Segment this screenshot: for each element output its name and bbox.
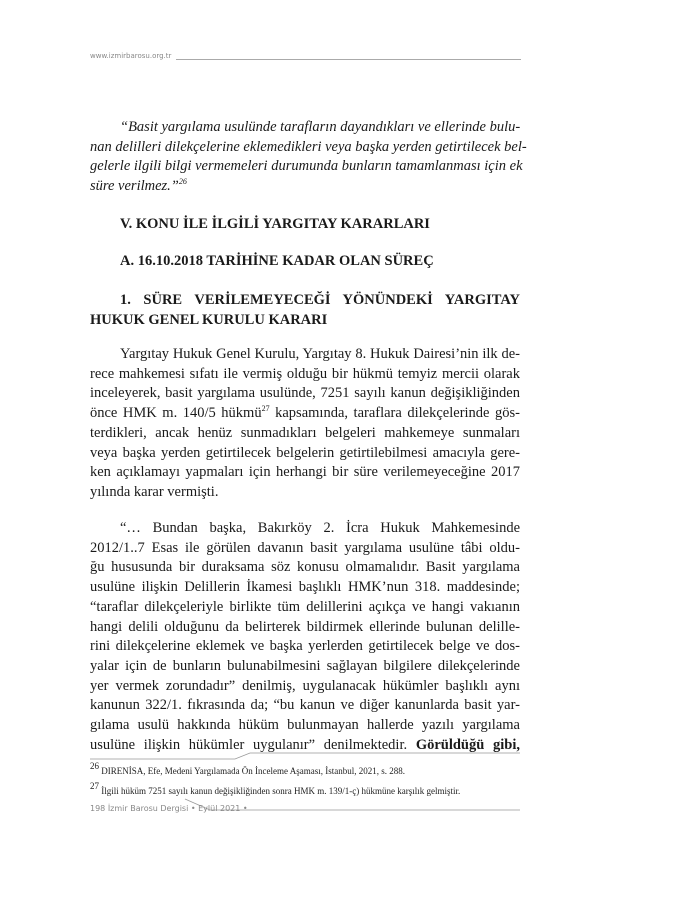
block-quote	[90, 118, 527, 197]
paragraph-1	[90, 345, 520, 503]
text-line: Yargıtay Hukuk Genel Kurulu, Yargıtay 8. Hukuk Dairesi’nin ilk de-	[120, 346, 520, 362]
heading-section-1	[90, 290, 520, 330]
header-rule	[176, 59, 521, 60]
quote-line: gelerle ilgili bilgi vermemeleri durumunda bunların tamamlanması için ek	[90, 158, 523, 175]
heading-line: 1. SÜRE VERİLEMEYECEĞİ YÖNÜNDEKİ YARGITAY	[120, 292, 520, 308]
quote-line: “Basit yargılama usulünde tarafların dayandıkları ve ellerinde bulu-	[120, 119, 521, 135]
text: usulüne ilişkin hükümler uygulanır” denilmektedir.	[90, 736, 416, 753]
text-line: ken açıklamayı yapmaları için herhangi bir süre verilemeyeceğine 2017	[90, 464, 520, 481]
text: kapsamında, taraflara dilekçelerinde gös-	[269, 405, 520, 422]
text-line: gılama usulü hakkında hüküm bulunmayan hallerde yazılı yargılama	[90, 717, 520, 734]
text-line: yılında karar vermişti.	[90, 483, 219, 500]
text-line: rece mahkemesi sıfatı ile vermiş olduğu bir hükmü temyiz mercii olarak	[90, 365, 520, 382]
text-line: yer vermek zorundadır” denilmiş, uygulanacak hükümler başlıklı aynı	[90, 677, 520, 694]
text-line: “taraflar dilekçeleriyle birlikte tüm delillerini açıkça ve hangi vakıanın	[90, 598, 520, 615]
text-line: rini dilekçelerine eklemek ve başka yerlerden getirtilecek belge ve dos-	[90, 638, 520, 655]
text: önce HMK m. 140/5 hükmü	[90, 405, 262, 422]
footnote-ref[interactable]: 27	[261, 404, 270, 414]
footnote-number: 27	[90, 781, 99, 791]
text-line: hangi delili olduğunu da belirterek bildirmek ellerinde bulunan delille-	[90, 618, 520, 635]
heading-section-a: A. 16.10.2018 TARİHİNE KADAR OLAN SÜREÇ	[120, 253, 434, 269]
footnote-text: DIRENİSA, Efe, Medeni Yargılamada Ön İnceleme Aşaması, İstanbul, 2021, s. 288.	[101, 766, 406, 776]
heading-line: HUKUK GENEL KURULU KARARI	[90, 312, 328, 328]
footnote-ref[interactable]: 26	[178, 177, 187, 187]
text-line: “… Bundan başka, Bakırköy 2. İcra Hukuk Mahkemesinde	[120, 520, 520, 536]
quote-line: nan delilleri dilekçelerine eklemedikleri veya başka yerden getirtilecek bel-	[90, 138, 527, 155]
footnote-27	[90, 781, 461, 796]
text-line: veya başka yerden getirtilecek belgelerin getirtilebilmesi amacıyla gere-	[90, 444, 520, 461]
footnote-number: 26	[90, 761, 99, 771]
text-line: inceleyerek, basit yargılama usulünde, 7251 sayılı kanun değişikliğinden	[90, 385, 520, 402]
text-line: usulüne ilişkin Delillerin İkamesi başlıklı HMK’nun 318. maddesinde;	[90, 579, 520, 596]
text-line: 2012/1..7 Esas ile görülen davanın basit yargılama usulüne tâbi oldu-	[90, 539, 520, 556]
text-line	[90, 404, 520, 424]
paragraph-2	[90, 519, 520, 755]
heading-section-v: V. KONU İLE İLGİLİ YARGITAY KARARLARI	[120, 216, 430, 232]
footnote-26	[90, 761, 406, 776]
text-line: ğu hususunda bir duraksama söz konusu olmamalıdır. Basit yargılama	[90, 559, 520, 576]
page-footer: 198 İzmir Barosu Dergisi • Eylül 2021 •	[90, 804, 248, 813]
text-line: kanunun 322/1. fıkrasında da; “bu kanun ve diğer kanunlarda basit yar-	[90, 697, 520, 714]
footnote-text: İlgili hüküm 7251 sayılı kanun değişikliğinden sonra HMK m. 139/1-ç) hükmüne karşılık gelmiştir.	[101, 786, 461, 796]
header-url: www.izmirbarosu.org.tr	[90, 52, 172, 60]
quote-line	[90, 177, 520, 197]
quote-text: süre verilmez.”	[90, 178, 179, 195]
text-line: yalar için de bunların bulunabilmesini sağlayan bilgilere dilekçelerinde	[90, 657, 520, 674]
text-line: terdikleri, ancak henüz sunmadıkları belgeleri mahkemeye sunmaları	[90, 424, 520, 441]
footnote-separator	[90, 752, 520, 760]
bold-text: Görüldüğü gibi,	[415, 736, 521, 753]
